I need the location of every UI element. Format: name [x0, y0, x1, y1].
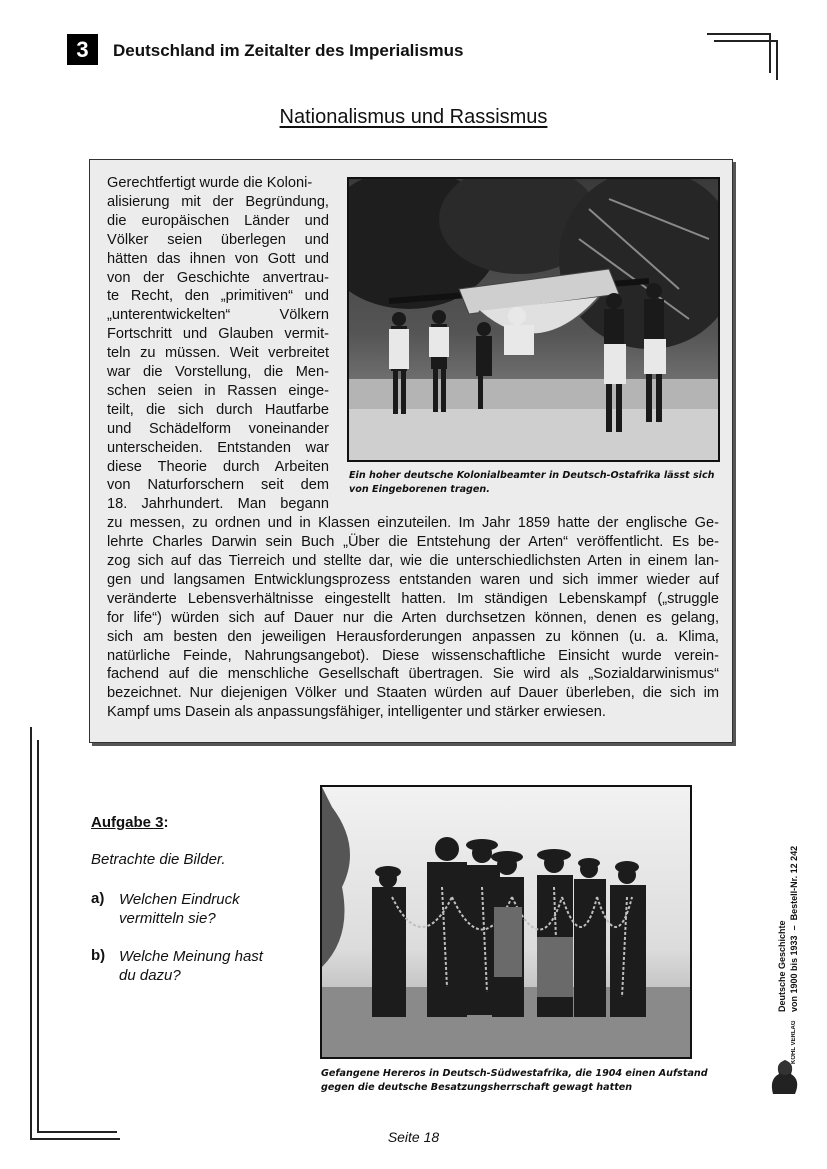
- order-number-line: [789, 826, 800, 1012]
- info-text-line: natürliche Feinde, Nahrungsangebot). Diese wissenschaftliche Einsicht wurde verein-: [107, 647, 719, 664]
- task-heading-suffix: :: [163, 814, 169, 831]
- info-text-line: hätten das ihnen von Gott und: [107, 250, 329, 267]
- order-number: Bestell-Nr. 12 242: [789, 845, 799, 921]
- info-text-line: von der Geschichte anvertrau-: [107, 269, 329, 286]
- info-text-line: lehrte Charles Darwin sein Buch „Über die Entstehung der Arten“ veröffentlicht. Es be-: [107, 534, 719, 551]
- photo1-caption-line: Ein hoher deutsche Kolonialbeamter in Deutsch-Ostafrika lässt sich: [349, 470, 715, 481]
- task-heading: [91, 814, 169, 831]
- task-item-text: Welchen Eindruck vermitteln sie?: [119, 891, 240, 927]
- info-text-line: alisierung mit der Begründung,: [107, 193, 329, 210]
- task-heading-label: Aufgabe 3: [91, 814, 164, 831]
- page-number: Seite 18: [387, 1129, 440, 1145]
- task-item-letter: b): [91, 947, 106, 964]
- info-text-line: fachend auf die menschliche Gesellschaft übertragen. Sie wird als „Sozialdarwinismus“: [107, 666, 719, 683]
- publisher-name: KOHL VERLAG: [791, 1020, 797, 1064]
- info-text-line: war die Vorstellung, die Men-: [107, 364, 329, 380]
- task-item-letter: a): [91, 890, 105, 907]
- info-text-line: zu messen, zu ordnen und in Klassen einzuteilen. Im Jahr 1859 hatte der englische Ge-: [107, 515, 719, 532]
- info-text-line: 18. Jahrhundert. Man begann: [107, 496, 329, 513]
- info-text-line: teln zu müssen. Weit verbreitet: [107, 345, 329, 362]
- info-text-line: Völker seien überlegen und: [107, 231, 329, 248]
- colonial-official-photo: [347, 177, 720, 462]
- publisher-logo: [765, 1020, 805, 1096]
- info-text-line: diese Theorie durch Arbeiten: [107, 458, 329, 475]
- book-subtitle: von 1900 bis 1933: [789, 935, 799, 1012]
- info-text-line: Fortschritt und Glauben vermit-: [107, 326, 329, 343]
- side-dash: –: [789, 925, 799, 931]
- chapter-number-badge: 3: [67, 34, 98, 65]
- info-text-line: gen und langsamen Entwicklungsprozess entstanden waren und sich immer wieder auf: [107, 571, 719, 588]
- photo2-caption-line: Gefangene Hereros in Deutsch-Südwestafrika, die 1904 einen Aufstand: [321, 1068, 708, 1079]
- info-text-line: zog sich auf das Tierreich und stellte dar, wie die unterschiedlichsten Arten in einem lan-: [107, 553, 719, 569]
- info-text-line: unterscheiden. Entstanden war: [107, 439, 329, 456]
- photo1-caption: [349, 469, 714, 497]
- info-text-line: schen seien in Rassen einge-: [107, 382, 329, 399]
- info-text-line: veränderte Lebensverhältnisse eingestellt hatten. Im ständigen Lebenskampf („struggle: [107, 590, 719, 607]
- photo2-caption: [321, 1067, 708, 1095]
- info-text-line: und Schädelform voneinander: [107, 420, 329, 437]
- page-title: Nationalismus und Rassismus: [279, 106, 548, 128]
- publisher-side-info: [767, 826, 807, 1012]
- photo2-caption-line: gegen die deutsche Besatzungsherrschaft gewagt hatten: [321, 1082, 633, 1093]
- info-text-line: bezeichnet. Nur diejenigen Völker und Staaten würden auf Dauer überleben, die sich im: [107, 685, 719, 702]
- info-text-line: „unterentwickelten“ Völkern: [107, 307, 329, 324]
- info-text-line: die europäischen Länder und: [107, 212, 329, 229]
- chapter-title: Deutschland im Zeitalter des Imperialismus: [113, 41, 464, 60]
- info-text-line: Kampf ums Dasein als anpassungsfähiger, intelligenter und stärker erwiesen.: [107, 704, 606, 721]
- info-text-line: von Naturforschern seit dem: [107, 477, 329, 494]
- info-text-line: Gerechtfertigt wurde die Koloni-: [107, 175, 313, 191]
- info-text-line: teilt, die sich durch Hautfarbe: [107, 401, 329, 418]
- task-item-text: Welche Meinung hast du dazu?: [119, 948, 263, 984]
- book-title: Deutsche Geschichte: [777, 920, 787, 1012]
- herero-prisoners-photo: [320, 785, 692, 1059]
- info-text-line: te Recht, den „primitiven“ und: [107, 288, 329, 305]
- photo1-caption-line: von Eingeborenen tragen.: [349, 484, 490, 495]
- info-text-line: sich am besten den jeweiligen Herausforderungen anpassen zu können (u. a. Klima,: [107, 628, 719, 645]
- info-text-line: for life“) würden sich auf Dauer nur die Arten durchsetzen können, denen es gelang,: [107, 609, 719, 626]
- task-intro: Betrachte die Bilder.: [91, 851, 226, 868]
